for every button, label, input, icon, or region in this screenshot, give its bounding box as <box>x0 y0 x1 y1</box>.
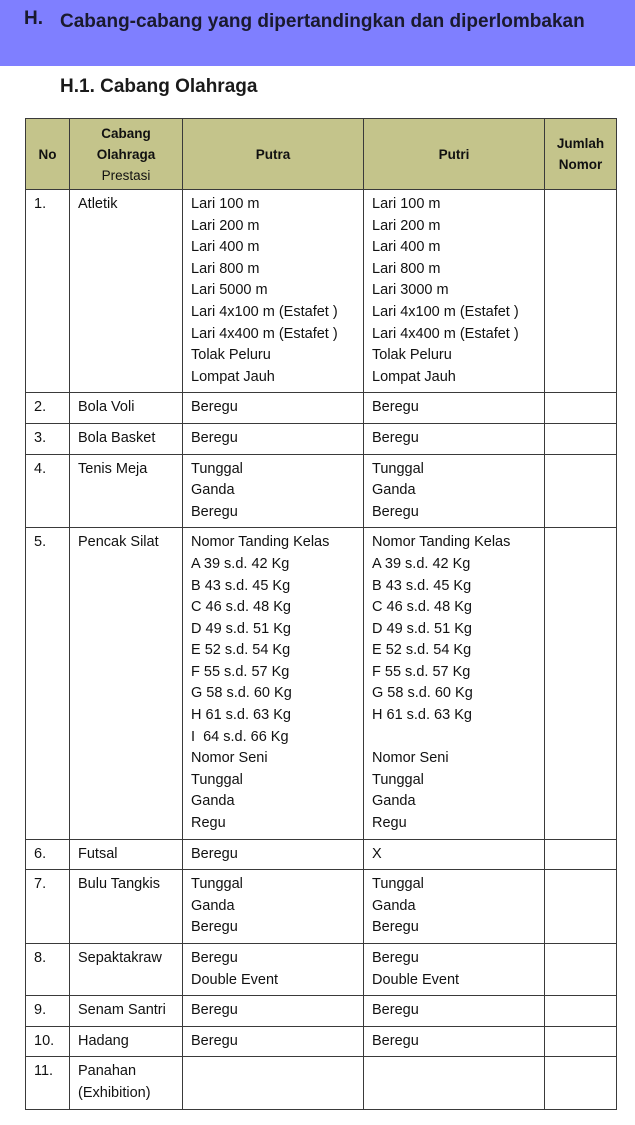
putri-line: F 55 s.d. 57 Kg <box>372 663 471 680</box>
putra-line: D 49 s.d. 51 Kg <box>191 620 291 637</box>
sport-line: Pencak Silat <box>78 534 159 551</box>
putra-line: F 55 s.d. 57 Kg <box>191 663 290 680</box>
putri-line: Lari 4x100 m (Estafet ) <box>372 303 519 320</box>
sport-line: (Exhibition) <box>78 1084 151 1101</box>
putri-line <box>372 727 536 749</box>
putra-line: Lari 5000 m <box>191 282 268 299</box>
putra-line: Ganda <box>191 793 235 810</box>
putri-line: Beregu <box>372 1032 419 1049</box>
putra-line: Lompat Jauh <box>191 368 275 385</box>
cell-jumlah <box>545 393 617 424</box>
table-row <box>26 393 617 424</box>
header-jumlah-line2: Nomor <box>558 157 603 172</box>
sport-line: Bola Voli <box>78 399 135 416</box>
table-row <box>26 944 617 996</box>
cell-sport <box>70 1026 183 1057</box>
cell-jumlah <box>545 1026 617 1057</box>
subsection-title: H.1. Cabang Olahraga <box>60 76 258 97</box>
putri-line: C 46 s.d. 48 Kg <box>372 599 472 616</box>
putri-line: Nomor Seni <box>372 750 449 767</box>
cell-no: 10. <box>26 1026 70 1057</box>
putri-line: E 52 s.d. 54 Kg <box>372 642 472 659</box>
header-sport <box>70 119 183 190</box>
cell-putri <box>364 870 545 944</box>
section-title: Cabang-cabang yang dipertandingkan dan diperlombakan <box>60 11 585 32</box>
cell-sport <box>70 423 183 454</box>
putri-line: Beregu <box>372 1002 419 1019</box>
sport-line: Bola Basket <box>78 429 156 446</box>
putra-line: Lari 100 m <box>191 196 260 212</box>
cell-putra <box>183 839 364 870</box>
putra-line: Beregu <box>191 845 238 862</box>
cell-jumlah <box>545 528 617 839</box>
cell-sport <box>70 870 183 944</box>
header-no: No <box>26 119 70 190</box>
cell-sport <box>70 528 183 839</box>
putra-line: Tolak Peluru <box>191 347 271 364</box>
putra-line: Lari 400 m <box>191 239 260 256</box>
cell-putri <box>364 996 545 1027</box>
header-putra: Putra <box>183 119 364 190</box>
putra-line: I 64 s.d. 66 Kg <box>191 728 289 745</box>
cell-putra <box>183 454 364 528</box>
cell-sport <box>70 996 183 1027</box>
header-jumlah-line1: Jumlah <box>556 136 605 151</box>
putri-line: Beregu <box>372 503 419 520</box>
putra-line: Nomor Tanding Kelas <box>191 534 330 551</box>
putri-line: Tunggal <box>372 460 424 477</box>
putra-line: Nomor Seni <box>191 750 268 767</box>
putra-line: Lari 4x400 m (Estafet ) <box>191 325 338 342</box>
putra-line: Beregu <box>191 919 238 936</box>
putra-line: H 61 s.d. 63 Kg <box>191 707 291 724</box>
cell-no: 9. <box>26 996 70 1027</box>
putri-line: Regu <box>372 815 407 832</box>
putri-line: Double Event <box>372 971 460 988</box>
sport-line: Futsal <box>78 845 118 862</box>
putri-line: H 61 s.d. 63 Kg <box>372 707 472 724</box>
putra-line: A 39 s.d. 42 Kg <box>191 555 290 572</box>
putri-line: Tunggal <box>372 876 424 893</box>
putri-line: Nomor Tanding Kelas <box>372 534 511 551</box>
putra-line: G 58 s.d. 60 Kg <box>191 685 292 702</box>
cell-putri <box>364 839 545 870</box>
cell-sport <box>70 454 183 528</box>
cell-no: 1. <box>26 190 70 393</box>
putri-line: Tunggal <box>372 771 424 788</box>
table-body <box>26 190 617 1110</box>
putra-line: Double Event <box>191 971 279 988</box>
putri-line: G 58 s.d. 60 Kg <box>372 685 473 702</box>
putra-line: B 43 s.d. 45 Kg <box>191 577 291 594</box>
cell-no: 4. <box>26 454 70 528</box>
section-letter: H. <box>24 8 43 29</box>
putri-line: Lari 4x400 m (Estafet ) <box>372 325 519 342</box>
putri-line: A 39 s.d. 42 Kg <box>372 555 471 572</box>
cell-sport <box>70 190 183 393</box>
cell-no: 11. <box>26 1057 70 1109</box>
putra-line: Beregu <box>191 1032 238 1049</box>
table-row <box>26 190 617 393</box>
cell-sport <box>70 839 183 870</box>
putri-line: Lari 800 m <box>372 260 441 277</box>
cell-no: 2. <box>26 393 70 424</box>
putri-line: Beregu <box>372 399 419 416</box>
cell-putra <box>183 190 364 393</box>
putra-line: Tunggal <box>191 771 243 788</box>
putra-line: Beregu <box>191 1002 238 1019</box>
putri-line: Lompat Jauh <box>372 368 456 385</box>
cell-putri <box>364 393 545 424</box>
cell-putri <box>364 454 545 528</box>
table-row <box>26 528 617 839</box>
cell-jumlah <box>545 1057 617 1109</box>
putri-line: X <box>372 845 382 862</box>
sports-table <box>25 118 617 1110</box>
putra-line: C 46 s.d. 48 Kg <box>191 599 291 616</box>
header-sport-line2: Olahraga <box>96 146 156 162</box>
putra-line: Beregu <box>191 429 238 446</box>
cell-no: 3. <box>26 423 70 454</box>
cell-jumlah <box>545 839 617 870</box>
cell-no: 6. <box>26 839 70 870</box>
cell-putri <box>364 528 545 839</box>
sport-line: Hadang <box>78 1032 129 1049</box>
putri-line: Beregu <box>372 950 419 966</box>
putra-line: E 52 s.d. 54 Kg <box>191 642 291 659</box>
cell-putra <box>183 393 364 424</box>
putra-line: Beregu <box>191 503 238 520</box>
cell-sport <box>70 1057 183 1109</box>
cell-putra <box>183 1026 364 1057</box>
header-sport-line1: Cabang <box>101 125 151 141</box>
cell-no: 5. <box>26 528 70 839</box>
table-row <box>26 839 617 870</box>
table-header-row <box>26 119 617 190</box>
putri-line: Tolak Peluru <box>372 347 452 364</box>
cell-putri <box>364 944 545 996</box>
putra-line: Ganda <box>191 482 235 499</box>
sport-line: Sepaktakraw <box>78 950 162 966</box>
putra-line: Lari 4x100 m (Estafet ) <box>191 303 338 320</box>
putra-line: Tunggal <box>191 876 243 893</box>
sport-line: Tenis Meja <box>78 460 148 477</box>
table-row <box>26 996 617 1027</box>
cell-sport <box>70 393 183 424</box>
cell-no: 8. <box>26 944 70 996</box>
putra-line: Regu <box>191 815 226 832</box>
header-jumlah <box>545 119 617 190</box>
cell-putri <box>364 190 545 393</box>
putri-line: Beregu <box>372 429 419 446</box>
table-row <box>26 423 617 454</box>
sport-line: Bulu Tangkis <box>78 876 160 893</box>
putra-line: Beregu <box>191 950 238 966</box>
cell-no: 7. <box>26 870 70 944</box>
cell-putra <box>183 996 364 1027</box>
cell-jumlah <box>545 996 617 1027</box>
cell-putra <box>183 870 364 944</box>
putri-line: Ganda <box>372 482 416 499</box>
putri-line: Lari 3000 m <box>372 282 449 299</box>
putri-line: Lari 200 m <box>372 217 441 234</box>
section-header-band <box>0 0 635 66</box>
putri-line: Lari 100 m <box>372 196 441 212</box>
cell-putri <box>364 1026 545 1057</box>
cell-putra <box>183 1057 364 1109</box>
header-sport-line3: Prestasi <box>101 167 151 183</box>
cell-jumlah <box>545 190 617 393</box>
putri-line: Beregu <box>372 919 419 936</box>
putra-line: Beregu <box>191 399 238 416</box>
putra-line: Lari 200 m <box>191 217 260 234</box>
cell-putra <box>183 528 364 839</box>
cell-jumlah <box>545 423 617 454</box>
putra-line: Lari 800 m <box>191 260 260 277</box>
putri-line: Ganda <box>372 897 416 914</box>
putri-line: Ganda <box>372 793 416 810</box>
cell-jumlah <box>545 870 617 944</box>
cell-jumlah <box>545 454 617 528</box>
cell-sport <box>70 944 183 996</box>
putri-line: B 43 s.d. 45 Kg <box>372 577 472 594</box>
table-row <box>26 1057 617 1109</box>
table-row <box>26 870 617 944</box>
header-putri: Putri <box>364 119 545 190</box>
cell-jumlah <box>545 944 617 996</box>
putra-line: Ganda <box>191 897 235 914</box>
sport-line: Panahan <box>78 1063 137 1080</box>
sport-line: Senam Santri <box>78 1002 166 1019</box>
sport-line: Atletik <box>78 196 118 212</box>
cell-putra <box>183 423 364 454</box>
putri-line: D 49 s.d. 51 Kg <box>372 620 472 637</box>
putri-line: Lari 400 m <box>372 239 441 256</box>
cell-putri <box>364 423 545 454</box>
cell-putra <box>183 944 364 996</box>
table-row <box>26 1026 617 1057</box>
putra-line: Tunggal <box>191 460 243 477</box>
cell-putri <box>364 1057 545 1109</box>
table-row <box>26 454 617 528</box>
